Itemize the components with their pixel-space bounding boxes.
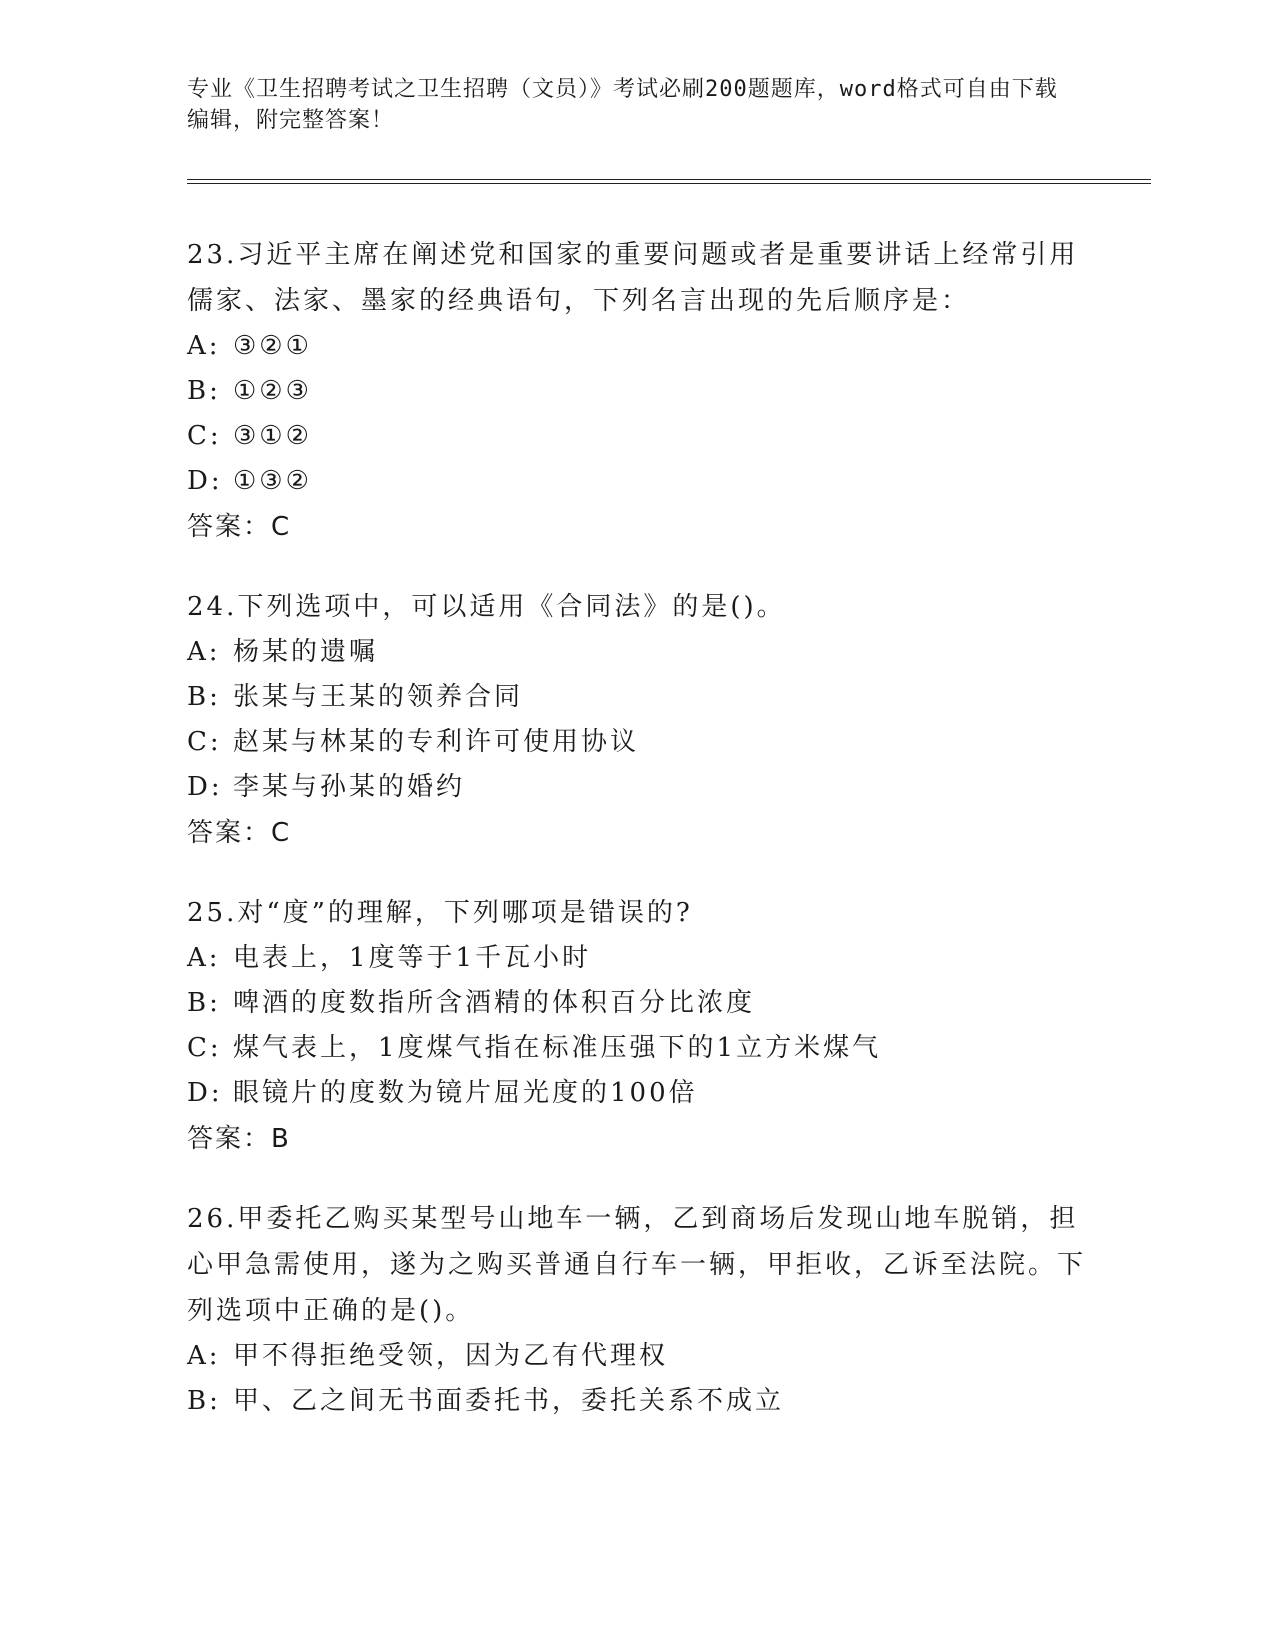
answer-line: 答案：C xyxy=(187,818,292,848)
option-text: 甲不得拒绝受领，因为乙有代理权 xyxy=(233,1341,669,1371)
option-b xyxy=(187,1379,1087,1424)
question-25 xyxy=(187,890,1087,1162)
option-text: ①③② xyxy=(233,466,312,496)
option-key: D: xyxy=(187,466,223,496)
question-24 xyxy=(187,584,1087,856)
option-a xyxy=(187,1334,1087,1379)
option-a xyxy=(187,936,1087,981)
option-c xyxy=(187,1026,1087,1071)
option-a xyxy=(187,324,1087,369)
option-key: A: xyxy=(187,1341,221,1371)
header-divider-top xyxy=(187,179,1151,180)
option-key: C: xyxy=(187,727,222,757)
question-23 xyxy=(187,232,1087,550)
question-stem: 24.下列选项中，可以适用《合同法》的是()。 xyxy=(187,592,786,622)
option-text: 啤酒的度数指所含酒精的体积百分比浓度 xyxy=(233,988,756,1018)
option-a xyxy=(187,630,1087,675)
option-text: 煤气表上，1度煤气指在标准压强下的1立方米煤气 xyxy=(233,1033,882,1063)
document-header: 专业《卫生招聘考试之卫生招聘（文员）》考试必刷200题题库，word格式可自由下载编辑，附完整答案！ xyxy=(187,77,1058,133)
option-key: A: xyxy=(187,943,221,973)
option-text: 电表上，1度等于1千瓦小时 xyxy=(233,943,592,973)
question-list xyxy=(187,232,1087,1458)
option-key: D: xyxy=(187,1078,223,1108)
option-b xyxy=(187,369,1087,414)
header-divider-bottom xyxy=(187,183,1151,184)
option-key: A: xyxy=(187,331,221,361)
question-26 xyxy=(187,1196,1087,1424)
option-d xyxy=(187,1071,1087,1116)
answer-line: 答案：C xyxy=(187,512,292,542)
option-text: 李某与孙某的婚约 xyxy=(233,772,466,802)
option-key: B: xyxy=(187,1386,221,1416)
option-text: ③②① xyxy=(233,331,312,361)
question-stem: 26.甲委托乙购买某型号山地车一辆，乙到商场后发现山地车脱销，担心甲急需使用，遂为之购买普通自行车一辆，甲拒收，乙诉至法院。下列选项中正确的是()。 xyxy=(187,1204,1087,1326)
option-key: C: xyxy=(187,421,222,451)
option-d xyxy=(187,765,1087,810)
option-text: ①②③ xyxy=(233,376,312,406)
option-b xyxy=(187,981,1087,1026)
question-stem: 23.习近平主席在阐述党和国家的重要问题或者是重要讲话上经常引用儒家、法家、墨家的经典语句，下列名言出现的先后顺序是： xyxy=(187,240,1079,316)
option-text: 眼镜片的度数为镜片屈光度的100倍 xyxy=(233,1078,698,1108)
option-b xyxy=(187,675,1087,720)
option-key: B: xyxy=(187,988,221,1018)
option-key: C: xyxy=(187,1033,222,1063)
option-key: B: xyxy=(187,682,221,712)
option-key: A: xyxy=(187,637,221,667)
answer-line: 答案：B xyxy=(187,1124,291,1154)
option-d xyxy=(187,459,1087,504)
question-stem: 25.对“度”的理解，下列哪项是错误的? xyxy=(187,898,693,928)
option-text: 张某与王某的领养合同 xyxy=(233,682,524,712)
option-text: ③①② xyxy=(233,421,312,451)
option-key: B: xyxy=(187,376,221,406)
option-c xyxy=(187,720,1087,765)
option-text: 甲、乙之间无书面委托书，委托关系不成立 xyxy=(233,1386,785,1416)
option-c xyxy=(187,414,1087,459)
option-text: 赵某与林某的专利许可使用协议 xyxy=(233,727,640,757)
option-key: D: xyxy=(187,772,223,802)
option-text: 杨某的遗嘱 xyxy=(233,637,379,667)
